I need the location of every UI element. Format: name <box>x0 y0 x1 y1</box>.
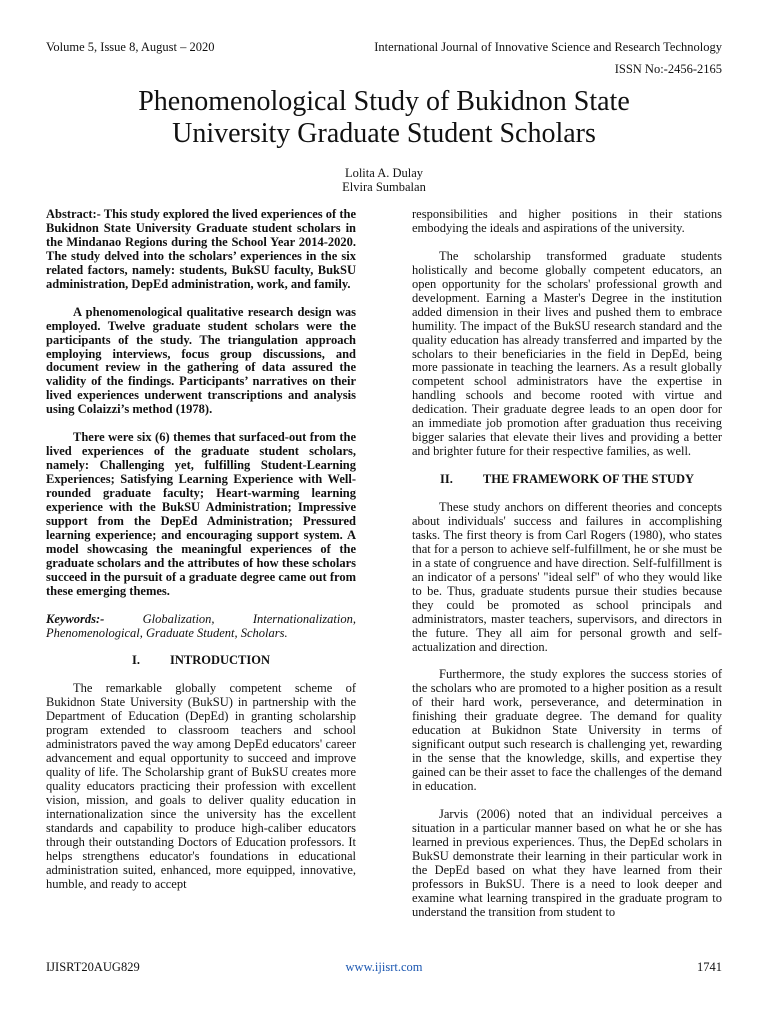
keywords <box>46 613 356 641</box>
abstract-paragraph-2: A phenomenological qualitative research design was employed. Twelve graduate student scholars were the participants of the study. The triangulation approach employing interviews, focus group discussions, and document review in the gathering of data assured the validity of the findings. Participants’ narratives on their lived experiences underwent transcriptions and analysis using Colaizzi’s method (1978). <box>46 304 356 417</box>
section-title: THE FRAMEWORK OF THE STUDY <box>482 472 694 487</box>
right-column <box>412 208 722 933</box>
intro-paragraph-2: The scholarship transformed graduate students holistically and become globally competent educators, an open opportunity for the scholars' professional growth and development. Earning a Master's Degree in the institution added dimension in their lives and pushed them to embrace humility. The impact of the BukSU research standard and the quality education has already transferred and imparted by the scholars to their beneficiaries in the field in DepEd, being more passionate in teaching the learners. As a result globally competent school administrators have the expertise in handling schools and become rooted with virtue and dedication. Their graduate degree leads to an open door for an immediate job promotion after graduation thus receiving bigger salaries that elevate their lives and providing a better and brighter future for their respective families, as well. <box>412 248 722 459</box>
page-number: 1741 <box>697 960 722 974</box>
author-list <box>0 166 768 194</box>
author-2: Elvira Sumbalan <box>342 180 426 194</box>
article-code: IJISRT20AUG829 <box>46 960 140 974</box>
framework-paragraph-3: Jarvis (2006) noted that an individual perceives a situation in a particular manner based on what he or she has learned in previous experiences. Thus, the DepEd scholars in BukSU demonstrate their learning in their particular work in the DepEd based on what they have learned from their professors in BukSU. There is a need to look deeper and examine what learning transpired in the graduate program to understand the transition from student to <box>412 806 722 919</box>
paper-title <box>40 86 728 150</box>
journal-name: International Journal of Innovative Science and Research Technology <box>374 40 722 54</box>
intro-paragraph-1: The remarkable globally competent scheme of Bukidnon State University (BukSU) in partnership with the Department of Education (DepEd) in granting scholarship program extended to classroom teachers and school administrators paved the way among DepEd educators' career advancement and equal opportunity to succeed and improve quality of life. The Scholarship grant of BukSU creates more quality educators practicing their profession with excellent vision, mission, and goals to deliver quality education in internationalization since the university has the excellent standards and capability to produce high-caliber educators through their outstanding Doctors of Education professors. It helps strengthens educator's foundations in educational administration suited, enhanced, more equipped, innovative, humble, and ready to accept <box>46 681 356 891</box>
section-number: I. <box>131 653 140 668</box>
section-heading-framework <box>412 473 722 487</box>
author-1: Lolita A. Dulay <box>344 166 424 180</box>
section-heading-introduction <box>46 654 356 668</box>
intro-paragraph-continued: responsibilities and higher positions in their stations embodying the ideals and aspirations of the university. <box>412 207 722 235</box>
journal-volume: Volume 5, Issue 8, August – 2020 <box>46 40 215 54</box>
title-line-1: Phenomenological Study of Bukidnon State <box>138 86 630 117</box>
abstract-paragraph-3: There were six (6) themes that surfaced-out from the lived experiences of the graduate student scholars, namely: Challenging yet, fulfilling Student-Learning Experiences; Satisfying Learning Experience with Well-rounded graduate faculty; Heart-warming learning experience with the BukSU Administration; Impressive support from the DepEd Administration; Pressured learning experience; and encouraging support system. A model showcasing the meaningful experiences of the graduate scholars and the attributes of how these scholars succeed in the pursuit of a graduate degree came out from these emerging themes. <box>46 430 356 598</box>
title-line-2: University Graduate Student Scholars <box>172 118 596 149</box>
issn-number: ISSN No:-2456-2165 <box>614 62 722 76</box>
journal-url-link[interactable]: www.ijisrt.com <box>345 960 423 974</box>
section-title: INTRODUCTION <box>169 653 270 668</box>
framework-paragraph-1: These study anchors on different theories and concepts about individuals' success and failures in accomplishing tasks. The first theory is from Carl Rogers (1980), who states that for a person to achieve self-fulfillment, he or she must be in a state of congruence and have direction. Self-fulfillment is an indicator of a persons' "ideal self" of who they would like to be. Thus, graduate students pursue their studies because they could be promoted as school principals and administrators, master teachers, supervisors, and directors in the future. They all aim for personal growth and self-actualization and direction. <box>412 499 722 654</box>
left-column <box>46 208 356 906</box>
abstract-paragraph-1: Abstract:- This study explored the lived experiences of the Bukidnon State University Graduate student scholars in the Mindanao Regions during the School Year 2014-2020. The study delved into the scholars’ experiences in the six related factors, namely: students, BukSU faculty, BukSU administration, DepEd administration, work, and family. <box>46 207 356 291</box>
keywords-label: Keywords:- <box>46 611 105 626</box>
framework-paragraph-2: Furthermore, the study explores the success stories of the scholars who are promoted to a higher position as a result of their hard work, perseverance, and determination in finishing their graduate degree. The demand for quality education at Bukidnon State University in terms of significant output such research is challenging yet, rewarding in the sense that the knowledge, skills, and expertise they gained can be their asset to face the challenges of the demand in education. <box>412 667 722 794</box>
keywords-text: Globalization, Internationalization, Phenomenological, Graduate Student, Scholars. <box>46 611 356 640</box>
section-number: II. <box>440 472 453 487</box>
